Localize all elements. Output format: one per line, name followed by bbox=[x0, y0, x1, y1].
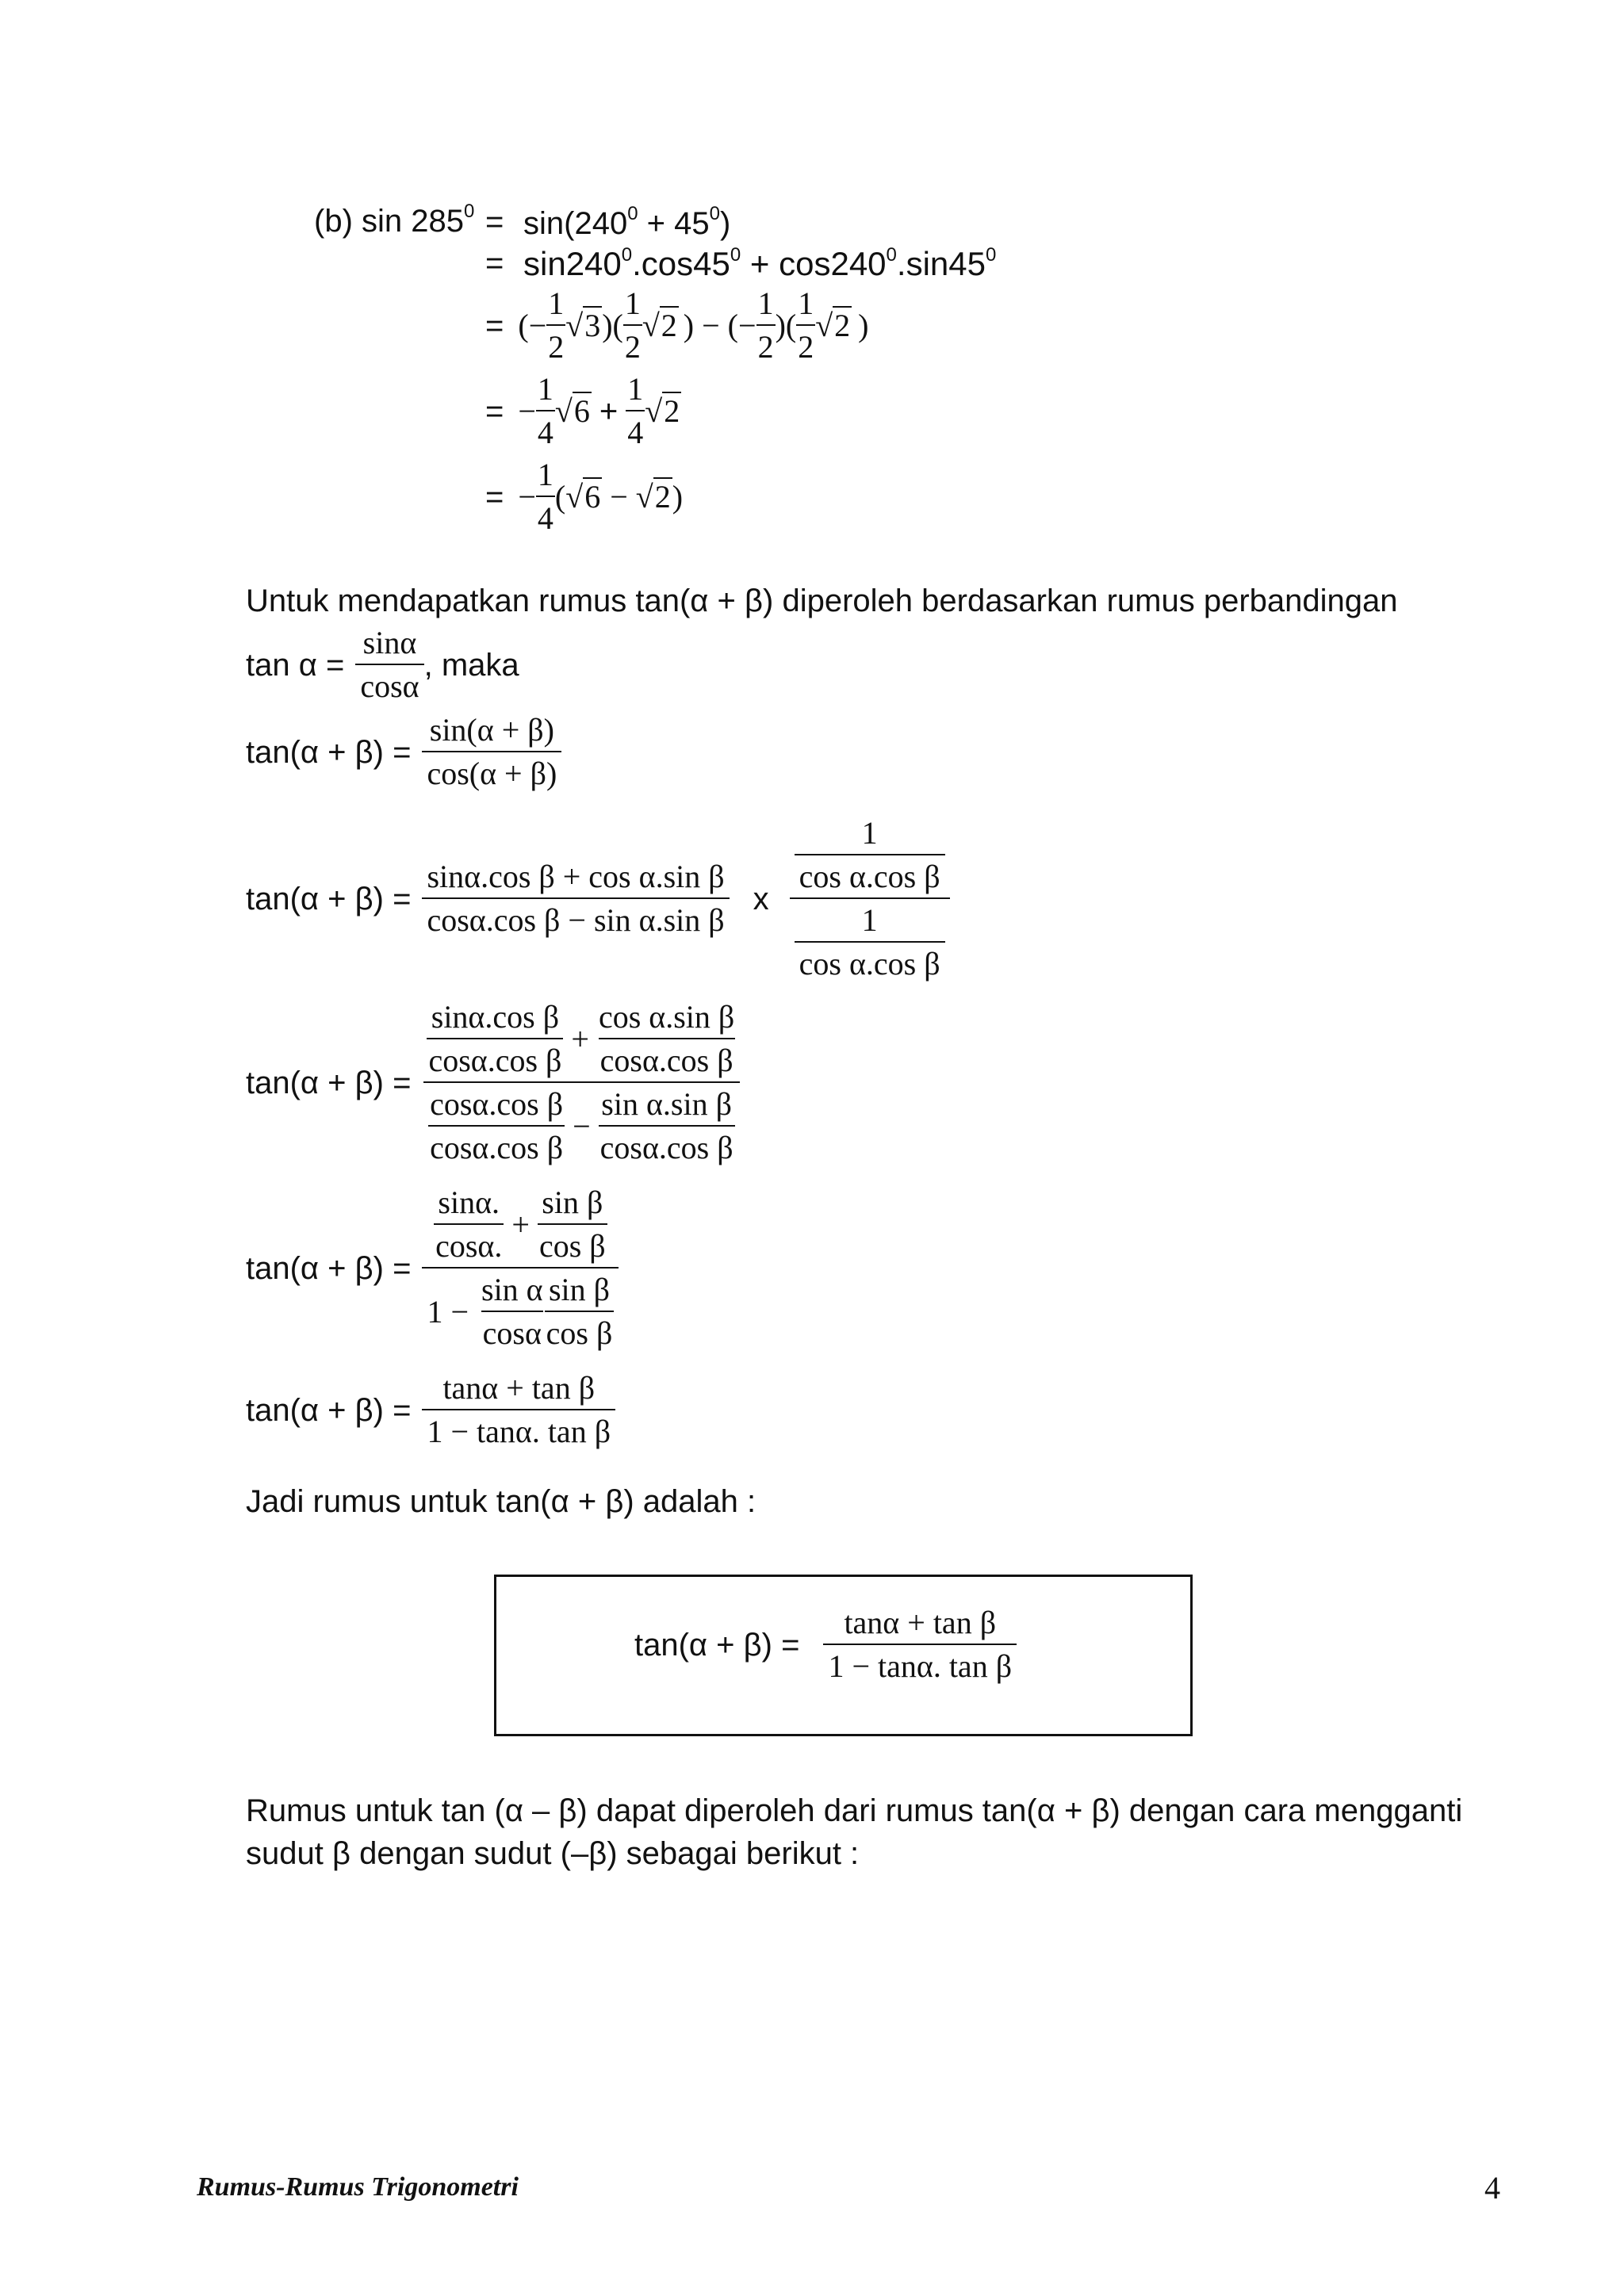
minus: − bbox=[528, 308, 547, 343]
deriv-step4 bbox=[246, 1186, 619, 1350]
sqrt-2: √2 bbox=[635, 479, 671, 515]
line3 bbox=[485, 287, 868, 364]
degree-sup: 0 bbox=[621, 244, 633, 266]
plus: + bbox=[511, 1206, 530, 1242]
sqrt-6: √6 bbox=[565, 479, 601, 515]
line2-c: + cos240 bbox=[741, 245, 887, 282]
one-minus: 1 − bbox=[427, 1293, 469, 1330]
sqrt-2: √2 bbox=[645, 393, 680, 429]
paren: ) bbox=[858, 308, 869, 343]
line5-eq: = bbox=[485, 479, 504, 515]
frac-half: $\frac{1}{2}$ bbox=[798, 285, 814, 365]
frac-sin-cos: $\frac{\sin\alpha}{\cos\alpha}$ bbox=[355, 626, 423, 703]
paren: )( bbox=[775, 308, 797, 343]
frac-sin-cos-a: $\frac{\sin\alpha.}{\cos\alpha.}$ bbox=[435, 1184, 503, 1264]
line1-a: sin(240 bbox=[523, 206, 628, 241]
frac-step2: $\frac{\text{sinα.cos β + cos α.sin β}}{\text{cosα.cos β − sin α.sin β}}$ bbox=[422, 860, 729, 937]
frac-b: $\frac{\text{cos α.sin β}}{\text{cosα.cos β}}$ bbox=[598, 999, 735, 1078]
line4-eq: = bbox=[485, 393, 504, 429]
frac-step3 bbox=[422, 1001, 741, 1165]
frac-half: $\frac{1}{2}$ bbox=[757, 285, 774, 365]
line1-expr bbox=[523, 205, 730, 239]
line2-b: .cos45 bbox=[632, 245, 730, 282]
frac-c: $\frac{\text{cosα.cos β}}{\text{cosα.cos β}}$ bbox=[430, 1086, 564, 1165]
line2-expr bbox=[523, 246, 996, 281]
line1-b: + 45 bbox=[638, 206, 710, 241]
step3-num bbox=[422, 1001, 741, 1081]
degree-sup: 0 bbox=[985, 244, 997, 266]
paren: )( bbox=[602, 308, 623, 343]
deriv-step1 bbox=[246, 714, 561, 790]
boxed-formula bbox=[634, 1606, 1017, 1683]
line1-eq: = bbox=[485, 205, 504, 239]
lhs: tan(α + β) = bbox=[246, 881, 412, 916]
line2-eq: = bbox=[485, 246, 504, 281]
sqrt-3: √3 bbox=[565, 308, 601, 343]
minus: − bbox=[518, 393, 536, 429]
paren-minus: ) − ( bbox=[683, 308, 738, 343]
frac-quarter: $\frac{1}{4}$ bbox=[537, 457, 553, 536]
page-number: 4 bbox=[1484, 2170, 1500, 2206]
deriv-step2 bbox=[246, 817, 950, 981]
intro-tan-def bbox=[246, 626, 519, 703]
plus: + bbox=[599, 393, 619, 429]
line2-a: sin240 bbox=[523, 245, 622, 282]
frac-sin-cos-b: $\frac{\text{sin β}}{\text{cos β}}$ bbox=[538, 1184, 606, 1264]
paren: ( bbox=[518, 308, 529, 343]
frac-quarter: $\frac{1}{4}$ bbox=[537, 371, 553, 450]
step4-num bbox=[429, 1186, 612, 1267]
lhs: tan(α + β) = bbox=[246, 1392, 412, 1428]
degree-sup: 0 bbox=[627, 203, 638, 224]
sqrt-2: √2 bbox=[815, 308, 851, 343]
line5 bbox=[485, 458, 683, 535]
sqrt-6: √6 bbox=[554, 393, 590, 429]
frac-a: $\frac{\text{sinα.cos β}}{\text{cosα.cos β}}$ bbox=[428, 999, 562, 1078]
footer-title: Rumus-Rumus Trigonometri bbox=[197, 2172, 519, 2202]
degree-sup: 0 bbox=[709, 203, 720, 224]
line1-c: ) bbox=[720, 206, 731, 241]
complex-frac bbox=[790, 817, 950, 981]
frac-one-over-cos: $\frac{1}{\text{cos α.cos β}}$ bbox=[795, 904, 945, 981]
example-label-text: (b) sin 285 bbox=[314, 204, 464, 239]
frac-sina-cosa: $\frac{\text{sin α}}{\cos\alpha}$ bbox=[481, 1272, 543, 1351]
paren: ( bbox=[554, 479, 566, 515]
tan-alpha-label: tan α = bbox=[246, 647, 345, 683]
minus: − bbox=[573, 1108, 591, 1144]
plus: + bbox=[571, 1020, 589, 1057]
frac-one-over-cos: $\frac{1}{\text{cos α.cos β}}$ bbox=[795, 817, 945, 894]
maka-text: , maka bbox=[423, 647, 519, 683]
lhs: tan(α + β) = bbox=[246, 1065, 412, 1100]
degree-sup: 0 bbox=[730, 244, 741, 266]
line3-eq: = bbox=[485, 308, 504, 343]
lhs: tan(α + β) = bbox=[246, 734, 412, 770]
frac-step4 bbox=[422, 1186, 619, 1350]
box-lhs: tan(α + β) = bbox=[634, 1627, 800, 1663]
frac-half: $\frac{1}{2}$ bbox=[548, 285, 565, 365]
line4 bbox=[485, 373, 681, 450]
closing-line1: Rumus untuk tan (α – β) dapat diperoleh dari rumus tan(α + β) dengan cara mengganti bbox=[246, 1793, 1463, 1828]
intro-text: Untuk mendapatkan rumus tan(α + β) diperoleh berdasarkan rumus perbandingan bbox=[246, 584, 1398, 618]
minus: − bbox=[610, 479, 628, 515]
degree-sup: 0 bbox=[886, 244, 897, 266]
example-label bbox=[314, 202, 474, 237]
deriv-step3 bbox=[246, 1001, 741, 1165]
frac-step5: $\frac{\text{tanα + tan β}}{\text{1 − tanα. tan β}}$ bbox=[422, 1372, 615, 1448]
paren: ) bbox=[672, 479, 684, 515]
deriv-step5 bbox=[246, 1372, 615, 1448]
degree-sup: 0 bbox=[463, 201, 475, 222]
sqrt-2: √2 bbox=[642, 308, 677, 343]
frac-sinb-cosb: $\frac{\text{sin β}}{\text{cos β}}$ bbox=[546, 1272, 613, 1351]
step4-den bbox=[422, 1267, 619, 1350]
complex-den bbox=[790, 897, 950, 981]
times-sign: x bbox=[753, 881, 769, 916]
line2-d: .sin45 bbox=[896, 245, 986, 282]
conclusion-text: Jadi rumus untuk tan(α + β) adalah : bbox=[246, 1484, 756, 1519]
frac-step1: $\frac{\sin(\alpha + \beta)}{\cos(\alpha + \beta)}$ bbox=[422, 714, 561, 790]
frac-d: $\frac{\text{sin α.sin β}}{\text{cosα.cos β}}$ bbox=[599, 1086, 733, 1165]
box-frac: $\frac{\text{tanα + tan β}}{\text{1 − tanα. tan β}}$ bbox=[823, 1606, 1017, 1683]
complex-num bbox=[790, 817, 950, 897]
frac-half: $\frac{1}{2}$ bbox=[624, 285, 641, 365]
minus: − bbox=[518, 479, 536, 515]
closing-line2: sudut β dengan sudut (–β) sebagai berikut : bbox=[246, 1836, 860, 1871]
frac-quarter: $\frac{1}{4}$ bbox=[627, 371, 644, 450]
lhs: tan(α + β) = bbox=[246, 1250, 412, 1286]
minus: − bbox=[738, 308, 756, 343]
step3-den bbox=[423, 1081, 739, 1165]
